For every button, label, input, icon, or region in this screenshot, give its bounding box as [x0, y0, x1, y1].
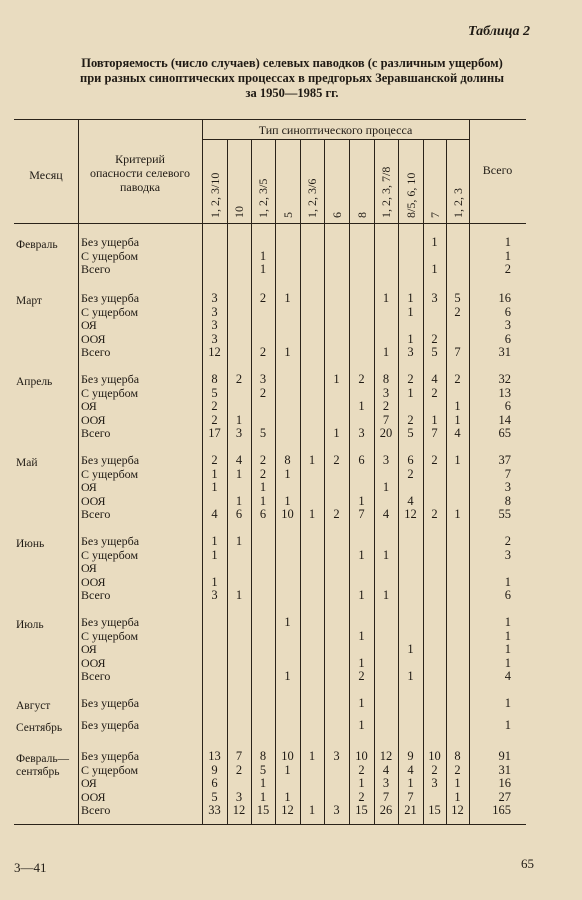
- table-cell: 7: [431, 426, 438, 441]
- table-cell: 1: [358, 628, 365, 643]
- table-cell: 2: [235, 762, 243, 777]
- header-bottom-rule: [14, 223, 526, 224]
- table-cell: 12: [404, 507, 417, 522]
- table-cell: 1: [284, 466, 291, 481]
- month-label: Март: [16, 295, 42, 307]
- table-cell: 2: [259, 453, 267, 467]
- table-cell: 1: [284, 615, 291, 629]
- table-cell: 5: [407, 426, 414, 441]
- table-cell: 1: [284, 762, 291, 777]
- table-cell: 1: [407, 291, 414, 305]
- table-cell: 15: [428, 803, 441, 818]
- table-cell: 1: [382, 291, 390, 305]
- criterion-label: Всего: [81, 669, 111, 684]
- table-cell: 3: [407, 345, 414, 360]
- table-cell: 10: [428, 749, 441, 763]
- caption-line: за 1950—1985 гг.: [245, 86, 339, 100]
- criterion-label: С ущербом: [81, 385, 139, 400]
- process-column-header: 8: [354, 212, 369, 218]
- table-cell: 1: [382, 345, 390, 360]
- table-cell: 1: [431, 262, 438, 277]
- criterion-label: ОЯ: [81, 776, 97, 791]
- criterion-label: ООЯ: [81, 493, 106, 508]
- process-column-header: 1, 2, 3: [450, 188, 465, 218]
- table-cell: 3: [211, 588, 218, 603]
- criterion-label: Без ущерба: [81, 718, 140, 732]
- table-cell: 3: [431, 776, 438, 791]
- table-cell: 8: [382, 372, 390, 386]
- process-column-header: 1, 2, 3/6: [305, 178, 319, 218]
- table-cell: 12: [232, 803, 246, 818]
- total-cell: 1: [504, 248, 511, 263]
- total-cell: 13: [498, 385, 511, 400]
- criterion-label: ОЯ: [81, 561, 97, 576]
- total-cell: 3: [504, 547, 511, 562]
- criterion-label: ООЯ: [81, 655, 106, 670]
- total-cell: 16: [498, 776, 511, 791]
- total-cell: 55: [498, 507, 511, 522]
- process-header-rule: [202, 139, 469, 140]
- table-cell: 3: [211, 291, 218, 305]
- table-cell: 2: [454, 372, 461, 386]
- table-cell: 5: [259, 426, 267, 441]
- table-cell: 4: [407, 493, 414, 508]
- page-number: 65: [521, 856, 534, 871]
- criterion-label: ОЯ: [81, 642, 97, 657]
- total-cell: 6: [504, 304, 511, 319]
- total-cell: 2: [504, 534, 511, 548]
- table-cell: 1: [333, 426, 340, 441]
- table-cell: 2: [259, 466, 267, 481]
- table-cell: 1: [407, 642, 414, 657]
- table-cell: 2: [259, 291, 267, 305]
- total-header: Всего: [482, 163, 513, 177]
- table-cell: 2: [431, 385, 438, 400]
- criterion-label: С ущербом: [81, 466, 139, 481]
- table-cell: 3: [382, 453, 390, 467]
- table-cell: 1: [431, 235, 438, 249]
- table-label: Таблица 2: [468, 24, 530, 39]
- table-cell: 7: [358, 507, 365, 522]
- table-cell: 1: [454, 399, 461, 414]
- table-cell: 1: [235, 493, 243, 508]
- month-header: Месяц: [29, 168, 63, 182]
- table-cell: 7: [407, 789, 414, 804]
- table-cell: 13: [208, 749, 221, 763]
- table-cell: 1: [308, 507, 316, 522]
- table-cell: 2: [211, 453, 218, 467]
- column-rule: [202, 119, 203, 824]
- total-cell: 1: [504, 574, 511, 589]
- table-cell: 1: [259, 248, 267, 263]
- table-cell: 12: [379, 749, 393, 763]
- table-cell: 1: [382, 480, 390, 495]
- table-cell: 1: [333, 372, 340, 386]
- table-cell: 3: [382, 385, 390, 400]
- table-cell: 1: [454, 453, 461, 467]
- total-cell: 6: [504, 399, 511, 414]
- criterion-header-line: опасности селевого: [89, 166, 191, 180]
- table-cell: 2: [382, 399, 390, 414]
- table-cell: 1: [382, 547, 390, 562]
- total-cell: 1: [504, 718, 511, 732]
- table-cell: 2: [407, 466, 414, 481]
- criterion-label: Без ущерба: [81, 534, 140, 548]
- month-label: Август: [16, 700, 51, 712]
- table-cell: 1: [358, 696, 365, 710]
- criterion-label: ОЯ: [81, 480, 97, 495]
- table-cell: 6: [358, 453, 365, 467]
- table-cell: 4: [454, 426, 461, 441]
- table-cell: 6: [235, 507, 243, 522]
- table-cell: 1: [358, 655, 365, 670]
- table-cell: 3: [333, 749, 340, 763]
- column-rule: [324, 139, 325, 824]
- month-label: Июль: [16, 619, 44, 631]
- total-cell: 6: [504, 331, 511, 346]
- criterion-label: ООЯ: [81, 574, 106, 589]
- table-cell: 4: [382, 507, 390, 522]
- column-rule: [227, 139, 228, 824]
- table-cell: 1: [259, 789, 267, 804]
- table-cell: 9: [211, 762, 218, 777]
- table-cell: 5: [211, 789, 218, 804]
- total-cell: 14: [498, 412, 511, 427]
- table-cell: 7: [382, 412, 390, 427]
- table-cell: 3: [259, 372, 267, 386]
- criterion-label: С ущербом: [81, 248, 139, 263]
- table-cell: 1: [284, 493, 291, 508]
- criterion-label: Без ущерба: [81, 291, 140, 305]
- criterion-label: Без ущерба: [81, 615, 140, 629]
- table-cell: 1: [235, 412, 243, 427]
- table-cell: 2: [259, 345, 267, 360]
- table-cell: 4: [211, 507, 218, 522]
- criterion-label: С ущербом: [81, 762, 139, 777]
- total-cell: 3: [504, 480, 511, 495]
- table-cell: 2: [431, 762, 438, 777]
- table-cell: 6: [211, 776, 218, 791]
- table-cell: 1: [259, 776, 267, 791]
- criterion-label: Без ущерба: [81, 372, 140, 386]
- table-cell: 1: [211, 466, 218, 481]
- table-cell: 1: [259, 480, 267, 495]
- table-cell: 6: [407, 453, 414, 467]
- process-column-header: 8/5, 6, 10: [403, 172, 418, 218]
- table-cell: 2: [358, 762, 365, 777]
- total-cell: 31: [498, 345, 511, 360]
- total-cell: 1: [504, 615, 511, 629]
- table-cell: 2: [333, 453, 340, 467]
- table-cell: 8: [259, 749, 267, 763]
- table-cell: 1: [358, 718, 365, 732]
- process-column-header: 1, 2, 3/10: [207, 172, 222, 218]
- table-cell: 4: [407, 762, 414, 777]
- table-cell: 2: [407, 372, 414, 386]
- total-cell: 27: [498, 789, 511, 804]
- table-cell: 2: [358, 669, 365, 684]
- table-cell: 7: [235, 749, 243, 763]
- table-cell: 1: [211, 574, 218, 589]
- process-column-header: 1, 2, 3, 7/8: [379, 166, 393, 218]
- criterion-header-line: Критерий: [115, 152, 165, 166]
- criterion-label: Всего: [81, 803, 111, 818]
- column-rule: [374, 139, 375, 824]
- table-cell: 2: [211, 412, 218, 427]
- criterion-label: Всего: [81, 588, 111, 603]
- table-cell: 3: [333, 803, 340, 818]
- table-cell: 2: [358, 789, 365, 804]
- table-cell: 1: [211, 480, 218, 495]
- table-cell: 8: [454, 749, 461, 763]
- table-cell: 2: [407, 412, 414, 427]
- table-cell: 1: [358, 493, 365, 508]
- signature-mark: 3—41: [14, 860, 47, 875]
- criterion-label: Без ущерба: [81, 453, 140, 467]
- table-cell: 1: [235, 534, 243, 548]
- table-cell: 2: [358, 372, 365, 386]
- table-cell: 8: [284, 453, 291, 467]
- table-cell: 5: [259, 762, 267, 777]
- process-column-header: 6: [329, 212, 344, 218]
- table-cell: 1: [454, 412, 461, 427]
- total-cell: 4: [504, 669, 511, 684]
- table-cell: 1: [382, 588, 390, 603]
- table-cell: 2: [454, 304, 461, 319]
- table-cell: 12: [281, 803, 294, 818]
- table-cell: 1: [284, 291, 291, 305]
- table-cell: 2: [431, 507, 438, 522]
- table-cell: 12: [208, 345, 221, 360]
- process-column-header: 5: [280, 212, 295, 218]
- total-cell: 1: [504, 628, 511, 643]
- table-cell: 1: [308, 803, 316, 818]
- process-column-header: 7: [427, 212, 442, 218]
- total-cell: 1: [504, 655, 511, 670]
- total-cell: 3: [504, 318, 511, 333]
- table-cell: 1: [407, 776, 414, 791]
- caption-line: при разных синоптических процессах в предгорьях Зеравшанской долины: [80, 71, 504, 85]
- table-cell: 3: [358, 426, 365, 441]
- table-cell: 1: [358, 399, 365, 414]
- table-cell: 3: [211, 318, 218, 333]
- month-label: Апрель: [16, 376, 53, 388]
- table-cell: 5: [454, 291, 461, 305]
- table-cell: 1: [407, 669, 414, 684]
- criterion-label: Без ущерба: [81, 235, 140, 249]
- total-cell: 31: [498, 762, 511, 777]
- column-rule: [78, 119, 79, 824]
- month-label: сентябрь: [16, 766, 60, 778]
- column-rule: [300, 139, 301, 824]
- table-cell: 26: [379, 803, 393, 818]
- table-cell: 15: [256, 803, 270, 818]
- total-cell: 91: [498, 749, 511, 763]
- criterion-label: С ущербом: [81, 304, 139, 319]
- table-cell: 2: [333, 507, 340, 522]
- table-cell: 1: [431, 412, 438, 427]
- total-cell: 7: [504, 466, 511, 481]
- table-cell: 15: [355, 803, 368, 818]
- month-label: Февраль: [16, 239, 58, 251]
- table-bottom-rule: [14, 824, 526, 825]
- total-cell: 65: [498, 426, 511, 441]
- total-cell: 165: [492, 803, 511, 818]
- criterion-label: ООЯ: [81, 789, 106, 804]
- table-cell: 1: [454, 776, 461, 791]
- criterion-label: ООЯ: [81, 331, 106, 346]
- criterion-header-line: паводка: [119, 180, 161, 194]
- table-cell: 1: [235, 466, 243, 481]
- table-cell: 5: [211, 385, 218, 400]
- criterion-label: Всего: [81, 426, 111, 441]
- total-cell: 6: [504, 588, 511, 603]
- table-cell: 2: [454, 762, 461, 777]
- table-cell: 1: [407, 304, 414, 319]
- process-column-header: 10: [232, 206, 246, 218]
- criterion-header: [78, 152, 202, 194]
- criterion-label: С ущербом: [81, 547, 139, 562]
- table-cell: 3: [235, 426, 243, 441]
- table-cell: 4: [382, 762, 390, 777]
- column-rule: [398, 139, 399, 824]
- column-rule: [251, 139, 252, 824]
- table-cell: 1: [454, 507, 461, 522]
- criterion-label: ОЯ: [81, 399, 97, 414]
- total-cell: 32: [498, 372, 511, 386]
- table-cell: 17: [208, 426, 221, 441]
- table-cell: 2: [211, 399, 218, 414]
- table-cell: 1: [211, 547, 218, 562]
- criterion-label: С ущербом: [81, 628, 139, 643]
- criterion-label: Всего: [81, 262, 111, 277]
- table-cell: 1: [259, 493, 267, 508]
- table-cell: 2: [259, 385, 267, 400]
- criterion-label: Всего: [81, 507, 111, 522]
- criterion-label: Без ущерба: [81, 696, 140, 710]
- table-cell: 1: [284, 789, 291, 804]
- table-cell: 10: [281, 749, 294, 763]
- table-cell: 8: [211, 372, 218, 386]
- table-cell: 5: [431, 345, 438, 360]
- process-column-header: 1, 2, 3/5: [256, 178, 270, 218]
- criterion-label: Всего: [81, 345, 111, 360]
- table-cell: 1: [211, 534, 218, 548]
- table-cell: 33: [208, 803, 221, 818]
- table-cell: 3: [431, 291, 438, 305]
- table-cell: 3: [211, 304, 218, 319]
- table-cell: 1: [407, 385, 414, 400]
- table-cell: 7: [454, 345, 461, 360]
- caption-line: Повторяемость (число случаев) селевых паводков (с различным ущербом): [81, 56, 503, 70]
- total-cell: 1: [504, 642, 511, 657]
- table-cell: 10: [281, 507, 294, 522]
- table-cell: 1: [358, 588, 365, 603]
- table-cell: 1: [454, 789, 461, 804]
- table-cell: 7: [382, 789, 390, 804]
- table-cell: 20: [379, 426, 393, 441]
- table-cell: 1: [407, 331, 414, 346]
- table-cell: 2: [431, 331, 438, 346]
- table-cell: 9: [407, 749, 414, 763]
- total-cell: 16: [498, 291, 511, 305]
- table-cell: 2: [235, 372, 243, 386]
- table-cell: 1: [235, 588, 243, 603]
- column-rule: [469, 119, 470, 824]
- table-cell: 4: [235, 453, 243, 467]
- table-cell: 4: [431, 372, 438, 386]
- table-cell: 10: [355, 749, 368, 763]
- table-top-rule: [14, 119, 526, 120]
- column-rule: [446, 139, 447, 824]
- total-cell: 37: [498, 453, 511, 467]
- total-cell: 1: [504, 696, 511, 710]
- process-group-header: Тип синоптического процесса: [258, 123, 413, 137]
- criterion-label: ООЯ: [81, 412, 106, 427]
- table-cell: 3: [211, 331, 218, 346]
- table-cell: 1: [358, 776, 365, 791]
- table-cell: 12: [451, 803, 464, 818]
- month-label: Февраль—: [16, 753, 70, 765]
- column-rule: [275, 139, 276, 824]
- table-cell: 3: [382, 776, 390, 791]
- criterion-label: ОЯ: [81, 318, 97, 333]
- total-cell: 8: [504, 493, 511, 508]
- table-cell: 6: [259, 507, 267, 522]
- table-cell: 1: [358, 547, 365, 562]
- criterion-label: Без ущерба: [81, 749, 140, 763]
- table-cell: 1: [284, 345, 291, 360]
- table-cell: 1: [308, 749, 316, 763]
- month-label: Июнь: [16, 538, 45, 550]
- table-cell: 2: [431, 453, 438, 467]
- table-cell: 1: [284, 669, 291, 684]
- table-cell: 1: [259, 262, 267, 277]
- month-label: Сентябрь: [16, 722, 63, 734]
- table-cell: 1: [308, 453, 316, 467]
- month-label: Май: [16, 457, 38, 469]
- total-cell: 1: [504, 235, 511, 249]
- table-cell: 3: [235, 789, 243, 804]
- table-caption: [14, 56, 570, 101]
- total-cell: 2: [504, 262, 511, 277]
- table-cell: 21: [404, 803, 417, 818]
- column-rule: [349, 139, 350, 824]
